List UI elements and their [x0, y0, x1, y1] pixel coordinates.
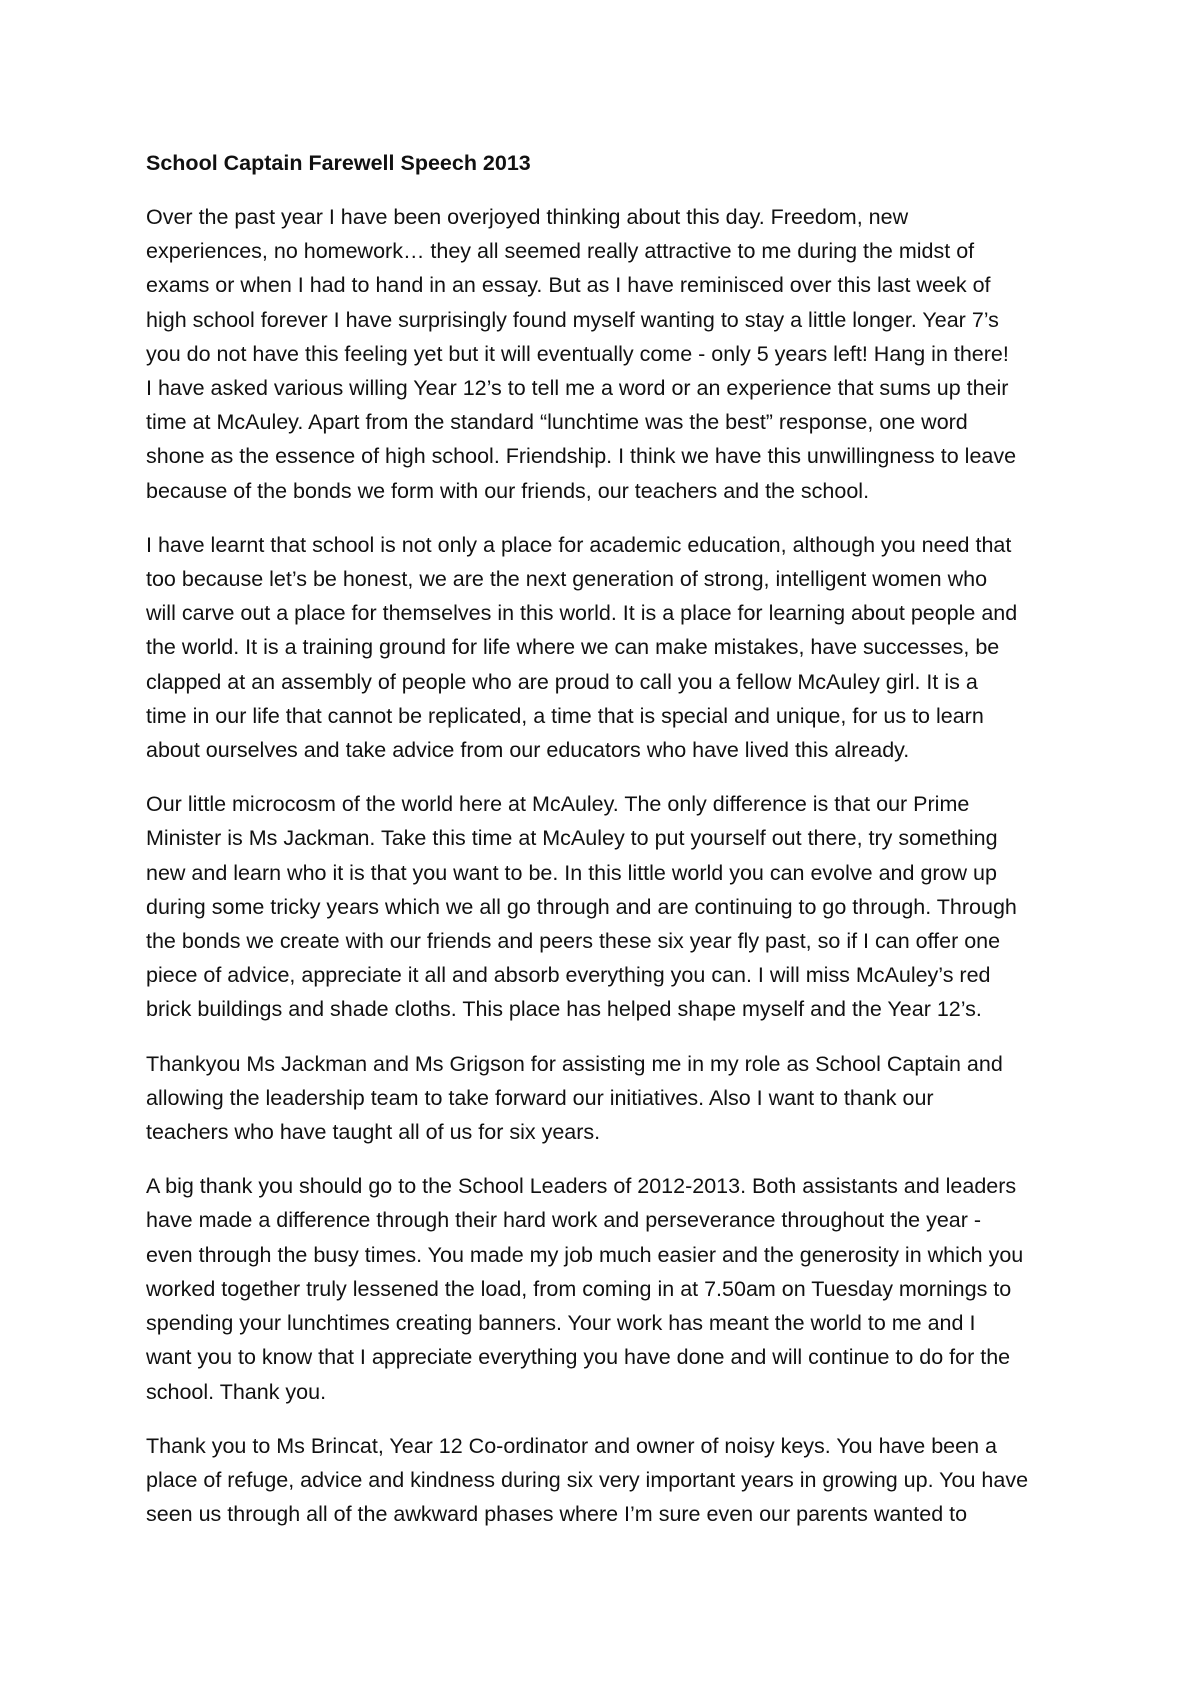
- paragraph-line: clapped at an assembly of people who are proud to call you a fellow McAuley girl. It is a: [146, 669, 978, 694]
- paragraph-line: I have asked various willing Year 12’s to tell me a word or an experience that sums up their: [146, 376, 1009, 401]
- paragraph-line: too because let’s be honest, we are the next generation of strong, intelligent women who: [146, 567, 988, 592]
- paragraph-line: spending your lunchtimes creating banners. Your work has meant the world to me and I: [146, 1311, 976, 1336]
- paragraph-line: during some tricky years which we all go through and are continuing to go through. Through: [146, 894, 1017, 919]
- paragraph-line: new and learn who it is that you want to be. In this little world you can evolve and grow up: [146, 860, 997, 885]
- paragraph-line: allowing the leadership team to take forward our initiatives. Also I want to thank our: [146, 1085, 934, 1110]
- paragraph-line: teachers who have taught all of us for six years.: [146, 1120, 601, 1145]
- paragraph-line: even through the busy times. You made my job much easier and the generosity in which you: [146, 1242, 1024, 1267]
- paragraph-line: Thank you to Ms Brincat, Year 12 Co-ordinator and owner of noisy keys. You have been a: [146, 1433, 997, 1458]
- paragraph-line: you do not have this feeling yet but it will eventually come - only 5 years left! Hang in there!: [146, 341, 1009, 366]
- paragraph-line: I have learnt that school is not only a place for academic education, although you need that: [146, 532, 1012, 557]
- paragraph-line: school. Thank you.: [146, 1379, 327, 1404]
- paragraph-line: shone as the essence of high school. Friendship. I think we have this unwillingness to leave: [146, 444, 1017, 469]
- paragraph: [146, 1047, 1066, 1150]
- paragraph-line: exams or when I had to hand in an essay. But as I have reminisced over this last week of: [146, 273, 991, 298]
- paragraph-line: about ourselves and take advice from our educators who have lived this already.: [146, 738, 910, 763]
- paragraph-line: brick buildings and shade cloths. This place has helped shape myself and the Year 12’s.: [146, 997, 982, 1022]
- paragraph-line: high school forever I have surprisingly found myself wanting to stay a little longer. Year 7’s: [146, 307, 999, 332]
- paragraph-line: want you to know that I appreciate everything you have done and will continue to do for the: [146, 1345, 1011, 1370]
- paragraph-line: experiences, no homework… they all seemed really attractive to me during the midst of: [146, 239, 975, 264]
- paragraph-line: because of the bonds we form with our friends, our teachers and the school.: [146, 478, 870, 503]
- paragraph-line: will carve out a place for themselves in this world. It is a place for learning about people and: [146, 601, 1018, 626]
- paragraph: [146, 787, 1066, 1026]
- document-body: [146, 146, 1066, 1551]
- paragraph-line: Over the past year I have been overjoyed thinking about this day. Freedom, new: [146, 205, 909, 229]
- paragraph-line: seen us through all of the awkward phases where I’m sure even our parents wanted to: [146, 1502, 968, 1527]
- paragraph: [146, 1429, 1066, 1532]
- paragraph-line: time at McAuley. Apart from the standard “lunchtime was the best” response, one word: [146, 410, 968, 435]
- paragraph-line: time in our life that cannot be replicated, a time that is special and unique, for us to learn: [146, 703, 984, 728]
- paragraph-line: piece of advice, appreciate it all and absorb everything you can. I will miss McAuley’s red: [146, 963, 991, 988]
- paragraph-line: have made a difference through their hard work and perseverance throughout the year -: [146, 1208, 982, 1233]
- paragraph-line: A big thank you should go to the School Leaders of 2012-2013. Both assistants and leaders: [146, 1174, 1017, 1199]
- paragraph-line: Our little microcosm of the world here at McAuley. The only difference is that our Prime: [146, 792, 970, 817]
- paragraph-line: Minister is Ms Jackman. Take this time at McAuley to put yourself out there, try something: [146, 826, 998, 851]
- paragraph-line: the world. It is a training ground for life where we can make mistakes, have successes, be: [146, 635, 1000, 660]
- paragraph-line: the bonds we create with our friends and peers these six year fly past, so if I can offer one: [146, 929, 1001, 954]
- paragraph-line: place of refuge, advice and kindness during six very important years in growing up. You have: [146, 1467, 1029, 1492]
- paragraph-line: Thankyou Ms Jackman and Ms Grigson for assisting me in my role as School Captain and: [146, 1051, 1003, 1076]
- paragraph: [146, 200, 1066, 508]
- paragraph: [146, 528, 1066, 767]
- document-title: School Captain Farewell Speech 2013: [146, 151, 531, 175]
- paragraph-list: [146, 200, 1066, 1531]
- paragraph: [146, 1169, 1066, 1408]
- paragraph-line: worked together truly lessened the load, from coming in at 7.50am on Tuesday mornings to: [146, 1276, 1012, 1301]
